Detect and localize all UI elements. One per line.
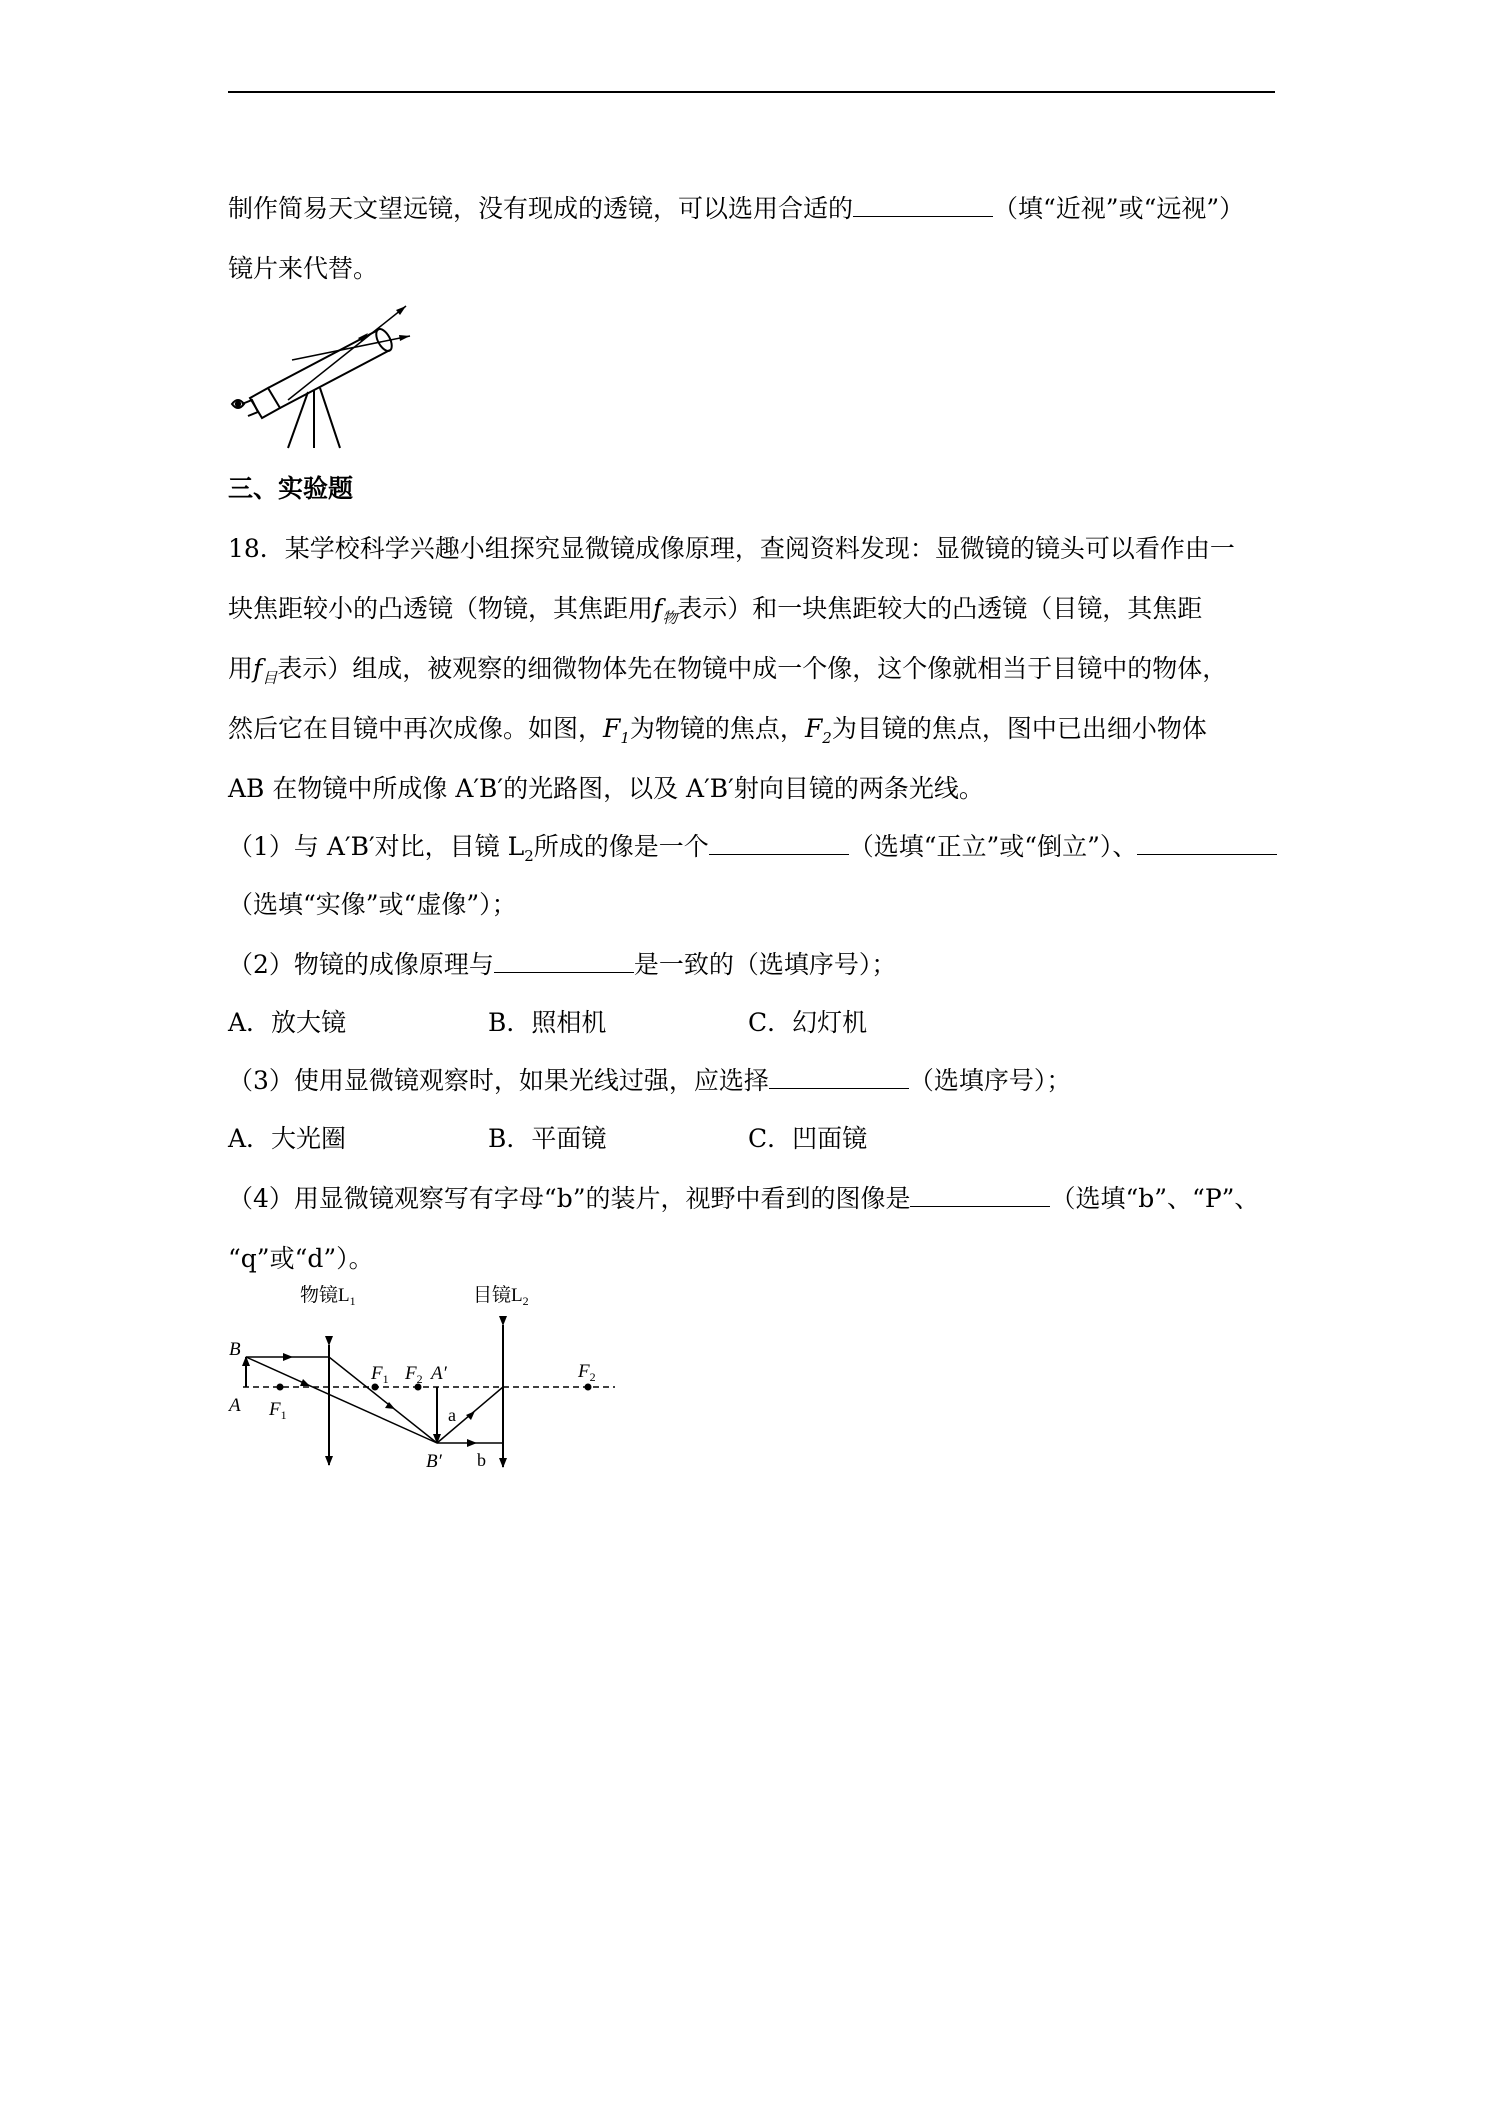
q18-hint: 是一致的（选填序号）； xyxy=(633,950,897,979)
q18-part4 xyxy=(228,1184,1259,1214)
q18-text: （4）用显微镜观察写有字母“b”的装片，视野中看到的图像是 xyxy=(228,1184,911,1213)
q18-stem-line1: 18．某学校科学兴趣小组探究显微镜成像原理，查阅资料发现：显微镜的镜头可以看作由一 xyxy=(228,534,1235,563)
q18-text: 用 xyxy=(228,654,254,683)
F1-subscript: 1 xyxy=(620,729,630,747)
microscope-ray-diagram xyxy=(225,1285,625,1485)
q18-part2 xyxy=(228,950,896,980)
q18-part3-options xyxy=(228,1124,1008,1154)
answer-blank[interactable] xyxy=(709,832,849,855)
f-eye-symbol: f xyxy=(253,654,263,683)
q18-text: 为物镜的焦点， xyxy=(629,714,805,743)
label-A: A xyxy=(229,1395,241,1416)
q18-part2-options xyxy=(228,1008,1008,1038)
telescope-figure xyxy=(228,300,418,450)
q18-stem-line4 xyxy=(228,714,1207,753)
label-F1-left: $F_1$ xyxy=(269,1399,287,1422)
option-c[interactable]: C．幻灯机 xyxy=(748,1008,868,1037)
option-b[interactable]: B．照相机 xyxy=(488,1008,607,1037)
label-B-prime: B′ xyxy=(426,1451,442,1472)
q18-part3 xyxy=(228,1066,1071,1096)
label-F1-right: $F_1$ xyxy=(371,1363,389,1386)
q18-part1 xyxy=(228,832,1277,871)
q18-part1-line2: （选填“实像”或“虚像”）； xyxy=(228,890,517,919)
answer-blank[interactable] xyxy=(494,950,634,973)
f-obj-subscript: 物 xyxy=(662,609,678,627)
q18-stem-line3 xyxy=(228,654,1227,693)
option-a[interactable]: A．放大镜 xyxy=(228,1008,347,1037)
option-b[interactable]: B．平面镜 xyxy=(488,1124,607,1153)
option-a[interactable]: A．大光圈 xyxy=(228,1124,347,1153)
f-eye-subscript: 目 xyxy=(262,669,278,687)
q18-stem-line2 xyxy=(228,594,1202,633)
q17-text: 制作简易天文望远镜，没有现成的透镜，可以选用合适的 xyxy=(228,194,854,223)
q18-text: 为目镜的焦点，图中已出细小物体 xyxy=(831,714,1207,743)
q18-part4-line2: “q”或“d”）。 xyxy=(228,1244,374,1273)
label-ray-b: b xyxy=(477,1450,486,1470)
eyepiece-lens-label: 目镜$L_2$ xyxy=(473,1285,529,1308)
label-F2-left: $F_2$ xyxy=(405,1363,423,1386)
q18-text: （1）与 A′B′对比，目镜 L xyxy=(228,832,525,861)
focal-point-F1-left xyxy=(277,1384,284,1391)
answer-blank[interactable] xyxy=(910,1184,1050,1207)
q18-stem-line5: AB 在物镜中所成像 A′B′的光路图，以及 A′B′射向目镜的两条光线。 xyxy=(228,774,984,803)
ray-arrow xyxy=(466,1411,475,1420)
ray-arrow xyxy=(283,1353,293,1361)
q18-text: 表示）组成，被观察的细微物体先在物镜中成一个像，这个像就相当于目镜中的物体， xyxy=(277,654,1228,683)
F2-symbol: F xyxy=(804,714,823,743)
header-rule xyxy=(228,91,1275,93)
q17-line1 xyxy=(228,194,1244,224)
q18-text: 表示）和一块焦距较大的凸透镜（目镜，其焦距 xyxy=(677,594,1203,623)
answer-blank[interactable] xyxy=(853,194,993,217)
F2-subscript: 2 xyxy=(822,729,832,747)
label-F2-right: $F_2$ xyxy=(578,1361,596,1384)
q18-text: 所成的像是一个 xyxy=(533,832,709,861)
q18-hint: （选填序号）； xyxy=(908,1066,1072,1095)
q18-text: （3）使用显微镜观察时，如果光线过强，应选择 xyxy=(228,1066,769,1095)
label-B: B xyxy=(229,1339,241,1360)
q17-line2: 镜片来代替。 xyxy=(228,254,379,283)
q18-hint: （选填“正立”或“倒立”）、 xyxy=(848,832,1138,861)
L2-subscript: 2 xyxy=(524,847,534,865)
focal-point-F2-right xyxy=(585,1384,592,1391)
ray-arrow xyxy=(300,1379,310,1386)
q18-text: 然后它在目镜中再次成像。如图， xyxy=(228,714,604,743)
answer-blank[interactable] xyxy=(769,1066,909,1089)
label-ray-a: a xyxy=(448,1405,456,1425)
objective-lens-label: 物镜$L_1$ xyxy=(300,1285,356,1308)
ray-arrow xyxy=(467,1439,477,1447)
label-A-prime: A′ xyxy=(431,1363,447,1384)
q17-hint: （填“近视”或“远视”） xyxy=(993,194,1245,223)
answer-blank[interactable] xyxy=(1137,832,1277,855)
option-c[interactable]: C．凹面镜 xyxy=(748,1124,868,1153)
focal-point-F1-right xyxy=(372,1384,379,1391)
q18-text: （2）物镜的成像原理与 xyxy=(228,950,494,979)
q18-text: 块焦距较小的凸透镜（物镜，其焦距用 xyxy=(228,594,654,623)
f-obj-symbol: f xyxy=(653,594,663,623)
q18-hint: （选填“b”、“P”、 xyxy=(1050,1184,1260,1213)
section-title: 三、实验题 xyxy=(228,474,354,503)
F1-symbol: F xyxy=(603,714,621,743)
